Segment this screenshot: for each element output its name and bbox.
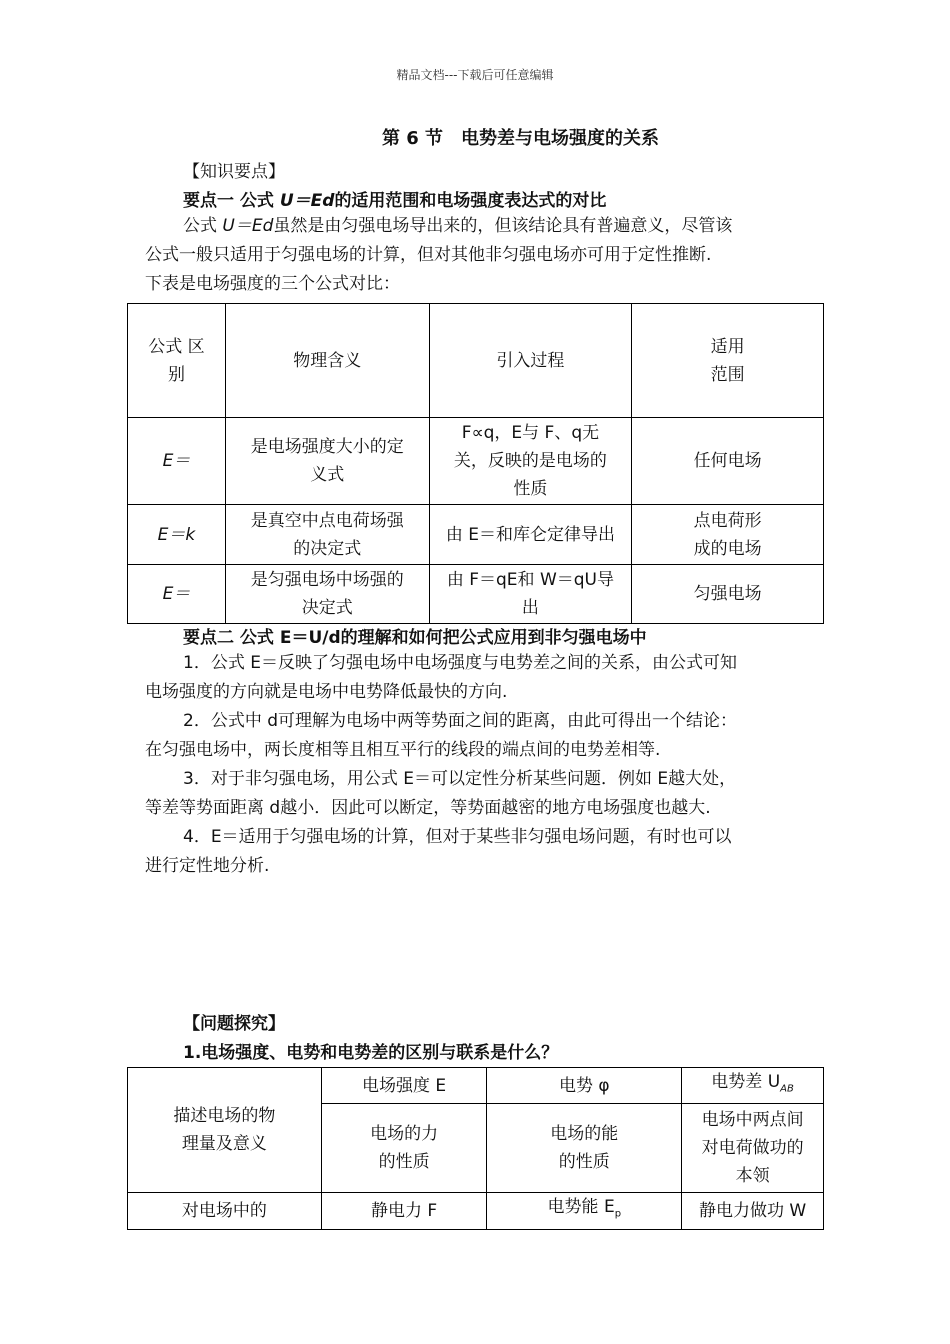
cell-meaning: 电场的能 的性质 <box>487 1104 682 1193</box>
point2-item4-cont: 进行定性地分析. <box>145 856 270 876</box>
point1-line1: 公式 U＝Ed虽然是由匀强电场导出来的，但该结论具有普遍意义，尽管该 <box>183 216 733 236</box>
point2-item3-cont: 等差等势面距离 d越小．因此可以断定，等势面越密的地方电场强度也越大. <box>145 798 711 818</box>
table-header-row <box>128 304 824 418</box>
cell-meaning: 是匀强电场中场强的 决定式 <box>225 565 429 624</box>
header-scope: 适用 范围 <box>632 304 824 418</box>
point2-item3: 3．对于非匀强电场，用公式 E＝可以定性分析某些问题．例如 E越大处， <box>183 769 737 789</box>
page-title: 第 6 节 电势差与电场强度的关系 <box>382 128 660 149</box>
point2-item2: 2．公式中 d可理解为电场中两等势面之间的距离，由此可得出一个结论： <box>183 711 738 731</box>
col-header-field-strength: 电场强度 E <box>321 1068 487 1104</box>
point1-line2: 公式一般只适用于匀强电场的计算，但对其他非匀强电场亦可用于定性推断. <box>145 245 712 265</box>
point2-item1: 1．公式 E＝反映了匀强电场中电场强度与电势差之间的关系，由公式可知 <box>183 653 737 673</box>
cell-meaning: 是电场强度大小的定 义式 <box>225 418 429 505</box>
point1-heading: 要点一 公式 U＝Ed的适用范围和电场强度表达式的对比 <box>183 191 607 211</box>
cell-formula: E＝ <box>128 565 226 624</box>
point2-heading: 要点二 公式 E＝U/d的理解和如何把公式应用到非匀强电场中 <box>183 628 647 648</box>
row-label-charge: 对电场中的 <box>128 1193 322 1229</box>
cell-force: 静电力 F <box>321 1193 487 1229</box>
table-row <box>128 1193 824 1229</box>
cell-scope: 点电荷形 成的电场 <box>632 505 824 565</box>
cell-scope: 任何电场 <box>632 418 824 505</box>
col-header-potential-difference: 电势差 $U_{AB}$ <box>682 1068 824 1104</box>
table-row <box>128 418 824 505</box>
point1-line3: 下表是电场强度的三个公式对比： <box>145 274 400 294</box>
point2-item1-cont: 电场强度的方向就是电场中电势降低最快的方向. <box>145 682 508 702</box>
table-row <box>128 565 824 624</box>
header-watermark: 精品文档---下载后可任意编辑 <box>396 68 554 82</box>
header-formula: 公式 区 别 <box>128 304 226 418</box>
point2-item4: 4．E＝适用于匀强电场的计算，但对于某些非匀强电场问题，有时也可以 <box>183 827 732 847</box>
cell-derivation: F∝q，E与 F、q无 关，反映的是电场的 性质 <box>429 418 632 505</box>
knowledge-heading: 【知识要点】 <box>183 162 285 182</box>
cell-derivation: 由 F＝qE和 W＝qU导 出 <box>429 565 632 624</box>
cell-meaning: 电场中两点间 对电荷做功的 本领 <box>682 1104 824 1193</box>
cell-formula: E＝k <box>128 505 226 565</box>
explore-heading: 【问题探究】 <box>183 1014 285 1034</box>
cell-scope: 匀强电场 <box>632 565 824 624</box>
row-label-quantity: 描述电场的物 理量及意义 <box>128 1068 322 1193</box>
formula-comparison-table <box>127 303 824 624</box>
header-derivation: 引入过程 <box>429 304 632 418</box>
col-header-potential: 电势 φ <box>487 1068 682 1104</box>
point2-item2-cont: 在匀强电场中，两长度相等且相互平行的线段的端点间的电势差相等. <box>145 740 661 760</box>
table-row <box>128 505 824 565</box>
question-1: 1.电场强度、电势和电势差的区别与联系是什么？ <box>183 1043 559 1063</box>
cell-work: 静电力做功 W <box>682 1193 824 1229</box>
cell-meaning: 电场的力 的性质 <box>321 1104 487 1193</box>
cell-formula: E＝ <box>128 418 226 505</box>
cell-derivation: 由 E＝和库仑定律导出 <box>429 505 632 565</box>
header-meaning: 物理含义 <box>225 304 429 418</box>
field-quantities-table <box>127 1067 824 1230</box>
table-row <box>128 1068 824 1104</box>
cell-meaning: 是真空中点电荷场强 的决定式 <box>225 505 429 565</box>
cell-potential-energy: 电势能 $E_p$ <box>487 1193 682 1229</box>
